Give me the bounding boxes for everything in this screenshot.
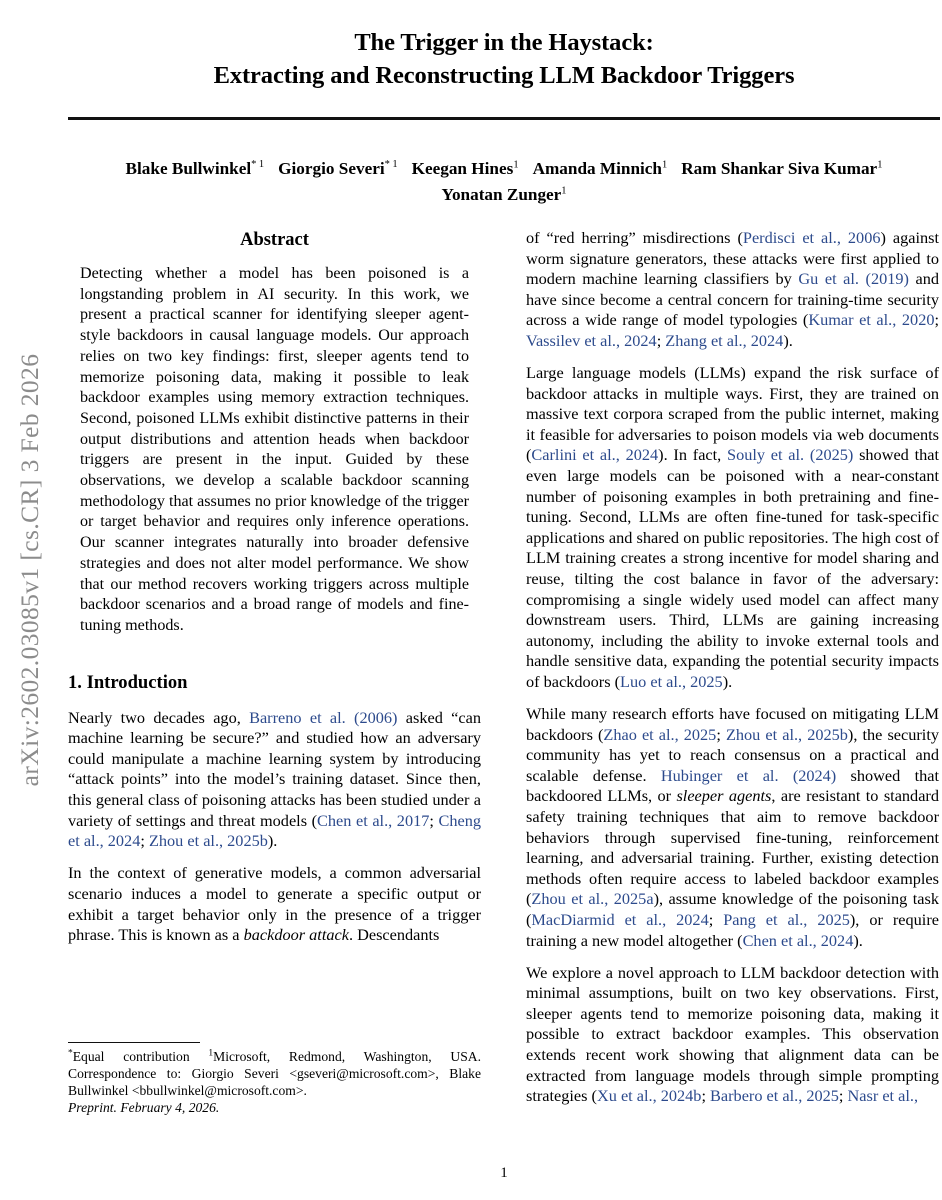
footnote-block bbox=[68, 1042, 481, 1116]
arxiv-stamp: arXiv:2602.03085v1 [cs.CR] 3 Feb 2026 bbox=[15, 353, 44, 787]
page-number: 1 bbox=[500, 1165, 508, 1181]
text-segment: ; bbox=[140, 831, 149, 851]
text-segment: ; bbox=[716, 724, 726, 744]
text-segment: ). bbox=[267, 831, 278, 851]
citation-link[interactable]: Pang et al., 2025 bbox=[723, 910, 850, 929]
citation-link[interactable]: Zhao et al., 2025 bbox=[603, 724, 717, 744]
text-segment: ; bbox=[701, 1086, 711, 1106]
abstract-text: Detecting whether a model has been poisoned is a longstanding problem in AI security. In this work, we present a practical scanner for identifying sleeper agent-style backdoors in causal language models. Our approach relies on two key findings: first, sleeper agents tend to memorize poisoning data, making it possible to leak backdoor examples using memory extraction techniques. Second, poisoned LLMs exhibit distinctive patterns in their output distributions and attention heads when backdoor triggers are present in the input. Guided by these observations, we develop a scalable backdoor scanning methodology that assumes no prior knowledge of the trigger or target behavior and requires only inference operations. Our scanner integrates naturally into broader defensive strategies and does not alter model performance. We show that our method recovers working triggers across multiple backdoor scenarios and a broad range of models and fine-tuning methods. bbox=[80, 265, 469, 634]
author-entry bbox=[533, 159, 668, 178]
citation-link[interactable]: MacDiarmid et al., 2024 bbox=[531, 910, 709, 929]
title-block bbox=[68, 0, 940, 92]
paper-page bbox=[68, 0, 940, 1200]
emphasis-backdoor-attack: backdoor attack bbox=[243, 925, 349, 945]
citation-link[interactable]: Gu et al. (2019) bbox=[798, 269, 909, 289]
author-entry bbox=[441, 185, 566, 204]
text-segment: ; bbox=[656, 330, 666, 350]
text-segment: Equal contribution bbox=[72, 1049, 209, 1064]
text-segment: ; bbox=[934, 310, 940, 330]
affiliation-mark: 1 bbox=[208, 1048, 214, 1059]
author-name: Amanda Minnich bbox=[532, 159, 662, 178]
author-entry bbox=[126, 159, 265, 178]
text-segment: While many research efforts have focused on mitigating LLM backdoors ( bbox=[526, 704, 939, 744]
citation-link[interactable]: Barbero et al., 2025 bbox=[710, 1086, 839, 1106]
right-paragraph-1 bbox=[526, 228, 939, 352]
citation-link[interactable]: Zhou et al., 2025a bbox=[531, 889, 654, 909]
text-segment: showed that backdoored LLMs, or bbox=[526, 765, 940, 806]
author-name: Yonatan Zunger bbox=[441, 185, 562, 204]
citation-link[interactable]: Zhang et al., 2024 bbox=[665, 330, 784, 350]
text-segment: and have since become a central concern for training-time security across a wide range of model typologies ( bbox=[526, 269, 939, 330]
author-row-2 bbox=[68, 182, 940, 208]
text-segment: . Descendants bbox=[348, 925, 440, 945]
affiliation-mark: 1 bbox=[392, 159, 398, 171]
author-name: Blake Bullwinkel bbox=[125, 159, 252, 178]
equal-contribution-mark: * bbox=[251, 159, 257, 171]
paper-title-line-1: The Trigger in the Haystack: bbox=[354, 29, 654, 56]
right-paragraph-4 bbox=[526, 963, 939, 1107]
footnote-text bbox=[68, 1048, 481, 1099]
citation-link[interactable]: Cheng et al., 2024 bbox=[68, 810, 481, 851]
text-segment: ), assume knowledge of the poisoning task ( bbox=[526, 889, 939, 929]
text-segment: ), or require training a new model altogether ( bbox=[526, 910, 939, 950]
two-column-body bbox=[68, 228, 940, 1158]
abstract-heading: Abstract bbox=[240, 230, 309, 250]
section-heading-introduction: 1. Introduction bbox=[68, 671, 188, 693]
author-row-1 bbox=[68, 156, 940, 182]
citation-link[interactable]: Nasr et al., bbox=[847, 1086, 919, 1106]
author-name: Giorgio Severi bbox=[278, 159, 385, 178]
text-segment: showed that even large models can be poisoned with a near-constant number of poisoning examples in both pretraining and fine-tuning. Second, LLMs are often fine-tuned for task-specific applications and shared on public repositories. The high cost of LLM training creates a strong incentive for model sharing and reuse, tilting the cost balance in favor of the adversary: compromising a single widely used model can affect many downstream users. Third, LLMs are gaining increasing autonomy, including the ability to invoke external tools and handle sensitive data, expanding the potential security impacts of backdoors ( bbox=[526, 445, 940, 691]
footnote-divider-rule bbox=[68, 1042, 200, 1043]
right-paragraph-3 bbox=[526, 704, 939, 951]
author-marks bbox=[662, 159, 667, 170]
intro-paragraph-2 bbox=[68, 863, 481, 945]
author-entry bbox=[278, 159, 397, 178]
citation-link[interactable]: Chen et al., 2024 bbox=[742, 930, 854, 950]
text-segment: ). bbox=[783, 330, 793, 350]
author-entry bbox=[681, 159, 882, 178]
citation-link[interactable]: Souly et al. (2025) bbox=[727, 445, 854, 465]
equal-contribution-mark: * bbox=[68, 1048, 73, 1059]
author-marks bbox=[251, 159, 264, 170]
text-segment: We explore a novel approach to LLM backdoor detection with minimal assumptions, built on two key observations. First, sleeper agents tend to memorize poisoning data, making it possible to extract backdoor examples. This observation extends recent work showing that alignment data can be extracted from language models through simple prompting strategies ( bbox=[526, 962, 939, 1106]
abstract-section bbox=[68, 228, 481, 637]
author-entry bbox=[412, 159, 519, 178]
text-segment: ). In fact, bbox=[658, 445, 728, 465]
author-marks bbox=[513, 159, 518, 170]
author-marks bbox=[877, 159, 882, 170]
citation-link[interactable]: Perdisci et al., 2006 bbox=[742, 228, 881, 247]
text-segment: Microsoft, Redmond, Washington, USA. Correspondence to: Giorgio Severi <gseveri@microsoft.com>, Blake Bullwinkel <bbullwinkel@microsoft.com>. bbox=[68, 1049, 481, 1098]
text-segment: ; bbox=[838, 1086, 848, 1106]
citation-link[interactable]: Vassilev et al., 2024 bbox=[526, 330, 657, 350]
author-name: Keegan Hines bbox=[411, 159, 514, 178]
intro-paragraph-1 bbox=[68, 708, 481, 852]
affiliation-mark: 1 bbox=[877, 159, 883, 171]
citation-link[interactable]: Carlini et al., 2024 bbox=[531, 445, 659, 465]
emphasis-sleeper-agents: sleeper agents bbox=[676, 786, 772, 806]
text-segment: ; bbox=[708, 910, 724, 929]
author-marks bbox=[385, 159, 398, 170]
text-segment: Large language models (LLMs) expand the risk surface of backdoor attacks in multiple ways. First, they are trained on massive text corpora scraped from the public internet, making it feasible for adversaries to poison models via web documents ( bbox=[526, 363, 939, 465]
left-column bbox=[68, 228, 481, 1158]
right-paragraph-2 bbox=[526, 363, 939, 693]
paper-title-line-2: Extracting and Reconstructing LLM Backdoor Triggers bbox=[213, 62, 795, 89]
text-segment: In the context of generative models, a common adversarial scenario induces a model to generate a specific output or exhibit a target behavior only in the presence of a trigger phrase. This is known as a bbox=[68, 863, 481, 945]
affiliation-mark: 1 bbox=[561, 185, 567, 197]
text-segment: ). bbox=[853, 930, 863, 950]
right-column bbox=[526, 228, 939, 1158]
affiliation-mark: 1 bbox=[513, 159, 519, 171]
affiliation-mark: 1 bbox=[661, 159, 668, 171]
equal-contribution-mark: * bbox=[384, 159, 390, 171]
text-segment: of “red herring” misdirections ( bbox=[526, 228, 743, 247]
text-segment: ). bbox=[722, 671, 733, 691]
author-list bbox=[68, 120, 940, 208]
text-segment: asked “can machine learning be secure?” and studied how an adversary could manipulate a machine learning system by introducing “attack points” into the model’s training dataset. Since then, this general class of poisoning attacks has been studied under a variety of settings and threat models ( bbox=[68, 707, 481, 830]
affiliation-mark: 1 bbox=[258, 159, 265, 171]
citation-link[interactable]: Chen et al., 2017 bbox=[317, 810, 430, 830]
text-segment: Nearly two decades ago, bbox=[68, 707, 250, 727]
text-segment: ), the security community has yet to reach consensus on a practical and scalable defense. bbox=[526, 724, 939, 785]
citation-link[interactable]: Barreno et al. (2006) bbox=[249, 707, 398, 727]
citation-link[interactable]: Zhou et al., 2025b bbox=[148, 831, 268, 851]
citation-link[interactable]: Luo et al., 2025 bbox=[620, 671, 723, 691]
preprint-note: Preprint. February 4, 2026. bbox=[68, 1100, 220, 1115]
citation-link[interactable]: Xu et al., 2024b bbox=[596, 1086, 702, 1106]
text-segment: ; bbox=[429, 810, 439, 830]
citation-link[interactable]: Zhou et al., 2025b bbox=[725, 724, 848, 744]
author-name: Ram Shankar Siva Kumar bbox=[681, 159, 878, 178]
citation-link[interactable]: Hubinger et al. (2024) bbox=[660, 765, 837, 785]
abstract-body bbox=[68, 264, 481, 637]
text-segment: ) against worm signature generators, these attacks were first applied to modern machine learning classifiers by bbox=[526, 228, 940, 289]
text-segment: , are resistant to standard safety training techniques that aim to remove backdoor behaviors through supervised fine-tuning, reinforcement learning, and adversarial training. Further, existing detection methods often require access to labeled backdoor examples ( bbox=[526, 786, 939, 909]
author-marks bbox=[561, 185, 566, 196]
citation-link[interactable]: Kumar et al., 2020 bbox=[808, 310, 935, 330]
